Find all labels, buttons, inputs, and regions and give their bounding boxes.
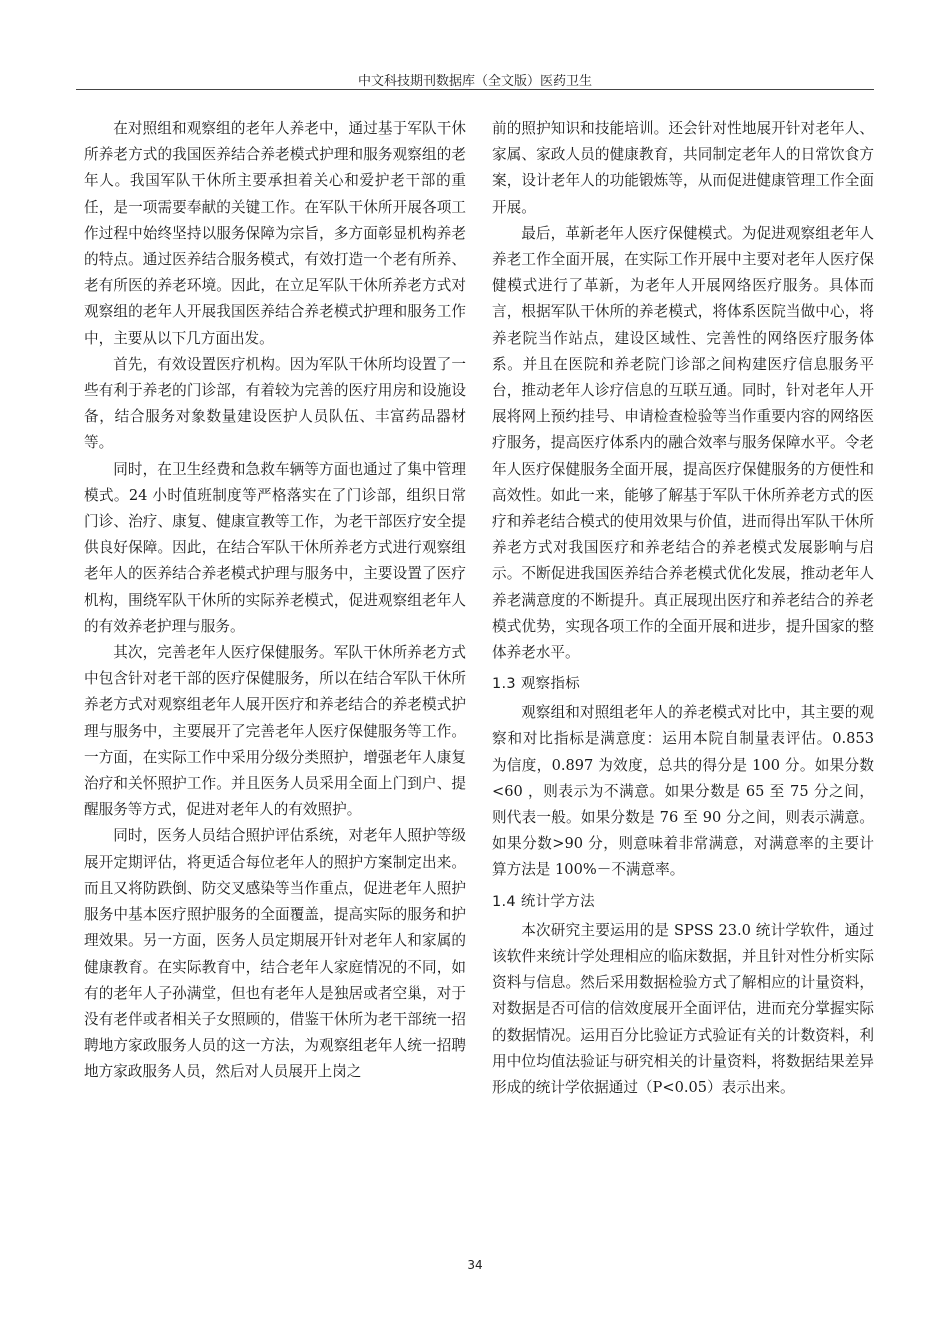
right-column bbox=[492, 116, 874, 1101]
paragraph-continuation: 前的照护知识和技能培训。还会针对性地展开针对老年人、家属、家政人员的健康教育，共同制定老年人的日常饮食方案，设计老年人的功能锻炼等，从而促进健康管理工作全面开展。 bbox=[492, 120, 874, 216]
paragraph-reform: 最后，革新老年人医疗保健模式。为促进观察组老年人养老工作全面开展，在实际工作开展中主要对老年人医疗保健模式进行了革新，为老年人开展网络医疗服务。具体而言，根据军队干休所的养老模式，将体系医院当做中心，将养老院当作站点，建设区域性、完善性的网络医疗服务体系。并且在医院和养老院门诊部之间构建医疗信息服务平台，推动老年人诊疗信息的互联互通。同时，针对老年人开展将网上预约挂号、申请检查检验等当作重要内容的网络医疗服务，提高医疗体系内的融合效率与服务保障水平。令老年人医疗保健服务全面开展，提高医疗保健服务的方便性和高效性。如此一来，能够了解基于军队干休所养老方式的医疗和养老结合模式的使用效果与价值，进而得出军队干休所养老方式对我国医疗和养老结合的养老模式发展影响与启示。不断促进我国医养结合养老模式优化发展，推动老年人养老满意度的不断提升。真正展现出医疗和养老结合的养老模式优势，实现各项工作的全面开展和进步，提升国家的整体养老水平。 bbox=[492, 224, 874, 662]
paragraph-medical-institution: 首先，有效设置医疗机构。因为军队干休所均设置了一些有利于养老的门诊部，有着较为完善的医疗用房和设施设备，结合服务对象数量建设医护人员队伍、丰富药品器材等。 bbox=[84, 355, 466, 452]
header-divider bbox=[76, 89, 874, 90]
left-column bbox=[84, 116, 466, 1086]
section-heading-observation-indicators: 1.3 观察指标 bbox=[492, 676, 581, 693]
paragraph-statistical-methods: 本次研究主要运用的是 SPSS 23.0 统计学软件，通过该软件来统计学处理相应的临床数据，并且针对性分析实际资料与信息。然后采用数据检验方式了解相应的计量资料，对数据是否可信的信效度展开全面评估，进而充分掌握实际的数据情况。运用百分比验证方式验证有关的计数资料，利用中位均值法验证与研究相关的计量资料，将数据结果差异形成的统计学依据通过（P<0.05）表示出来。 bbox=[492, 921, 874, 1096]
paragraph-observation-indicators: 观察组和对照组老年人的养老模式对比中，其主要的观察和对比指标是满意度：运用本院自制量表评估。0.853 为信度，0.897 为效度，总共的得分是 100 分。如果分数<60 ，则表示为不满意。如果分数是 65 至 75 分之间，则代表一般。如果分数是 76 至 90 分之间，则表示满意。如果分数>90 分，则意味着非常满意，对满意率的主要计算方法是 100%－不满意率。 bbox=[492, 704, 874, 879]
paragraph-care-assessment: 同时，医务人员结合照护评估系统，对老年人照护等级展开定期评估，将更适合每位老年人的照护方案制定出来。而且又将防跌倒、防交叉感染等当作重点，促进老年人照护服务中基本医疗照护服务的全面覆盖，提高实际的服务和护理效果。另一方面，医务人员定期展开针对老年人和家属的健康教育。在实际教育中，结合老年人家庭情况的不同，如有的老年人子孙满堂，但也有老年人是独居或者空巢，对于没有老伴或者相关子女照顾的，借鉴干休所为老干部统一招聘地方家政服务人员的这一方法，为观察组老年人统一招聘地方家政服务人员，然后对人员展开上岗之 bbox=[84, 827, 466, 1081]
paragraph-intro: 在对照组和观察组的老年人养老中，通过基于军队干休所养老方式的我国医养结合养老模式护理和服务观察组的老年人。我国军队干休所主要承担着关心和爱护老干部的重任，是一项需要奉献的关键工作。在军队干休所开展各项工作过程中始终坚持以服务保障为宗旨，多方面彰显机构养老的特点。通过医养结合服务模式，有效打造一个老有所养、老有所医的养老环境。因此，在立足军队干休所养老方式对观察组的老年人开展我国医养结合养老模式护理和服务工作中，主要从以下几方面出发。 bbox=[84, 120, 466, 347]
paragraph-centralized-management: 同时，在卫生经费和急救车辆等方面也通过了集中管理模式。24 小时值班制度等严格落实在了门诊部，组织日常门诊、治疗、康复、健康宣教等工作，为老干部医疗安全提供良好保障。因此，在结合军队干休所养老方式进行观察组老年人的医养结合养老模式护理与服务中，主要设置了医疗机构，围绕军队干休所的实际养老模式，促进观察组老年人的有效养老护理与服务。 bbox=[84, 460, 466, 635]
section-heading-statistical-methods: 1.4 统计学方法 bbox=[492, 893, 595, 910]
page-number: 34 bbox=[467, 1258, 483, 1272]
paragraph-healthcare-service: 其次，完善老年人医疗保健服务。军队干休所养老方式中包含针对老干部的医疗保健服务，所以在结合军队干休所养老方式对观察组老年人展开医疗和养老结合的养老模式护理与服务中，主要展开了完善老年人医疗保健服务等工作。一方面，在实际工作中采用分级分类照护，增强老年人康复治疗和关怀照护工作。并且医务人员采用全面上门到户、提醒服务等方式，促进对老年人的有效照护。 bbox=[84, 644, 466, 819]
journal-header: 中文科技期刊数据库（全文版）医药卫生 bbox=[357, 74, 592, 89]
